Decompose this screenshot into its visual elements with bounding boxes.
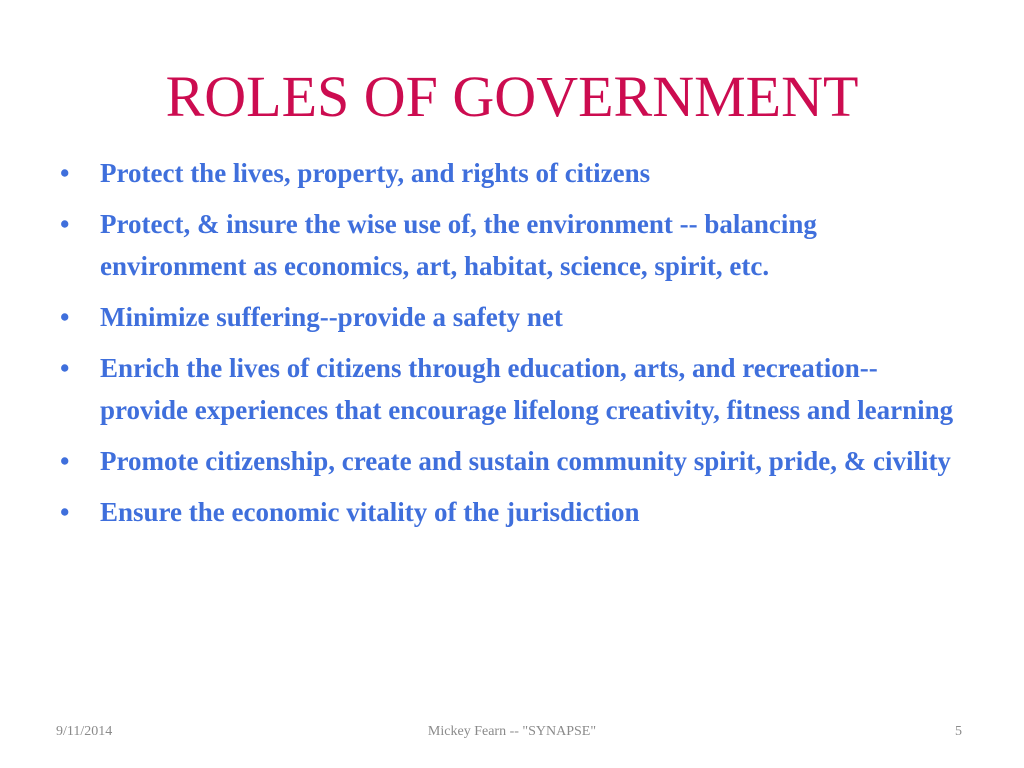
footer-page-number: 5 xyxy=(955,724,962,739)
bullet-item xyxy=(58,152,958,194)
bullet-dot-icon: • xyxy=(60,302,70,332)
bullet-text: Ensure the economic vitality of the jurisdiction xyxy=(100,497,640,527)
bullet-item xyxy=(58,440,958,482)
bullet-text: Protect, & insure the wise use of, the environment -- balancing environment as economics, art, habitat, science, spirit, etc. xyxy=(100,209,817,281)
bullet-item xyxy=(58,203,958,287)
slide-title: ROLES OF GOVERNMENT xyxy=(165,64,859,129)
bullet-item xyxy=(58,296,958,338)
bullet-text: Promote citizenship, create and sustain community spirit, pride, & civility xyxy=(100,446,951,476)
bullet-text: Minimize suffering--provide a safety net xyxy=(100,302,563,332)
bullet-dot-icon: • xyxy=(60,497,70,527)
bullet-dot-icon: • xyxy=(60,446,70,476)
bullet-list xyxy=(58,152,958,542)
bullet-item xyxy=(58,347,958,431)
bullet-item xyxy=(58,491,958,533)
bullet-dot-icon: • xyxy=(60,158,70,188)
bullet-dot-icon: • xyxy=(60,209,70,239)
footer-presenter: Mickey Fearn -- "SYNAPSE" xyxy=(427,724,597,739)
footer-date: 9/11/2014 xyxy=(56,724,113,739)
bullet-text: Enrich the lives of citizens through education, arts, and recreation--provide experiences that encourage lifelong creativity, fitness and learning xyxy=(100,353,954,425)
bullet-dot-icon: • xyxy=(60,353,70,383)
bullet-text: Protect the lives, property, and rights of citizens xyxy=(100,158,651,188)
